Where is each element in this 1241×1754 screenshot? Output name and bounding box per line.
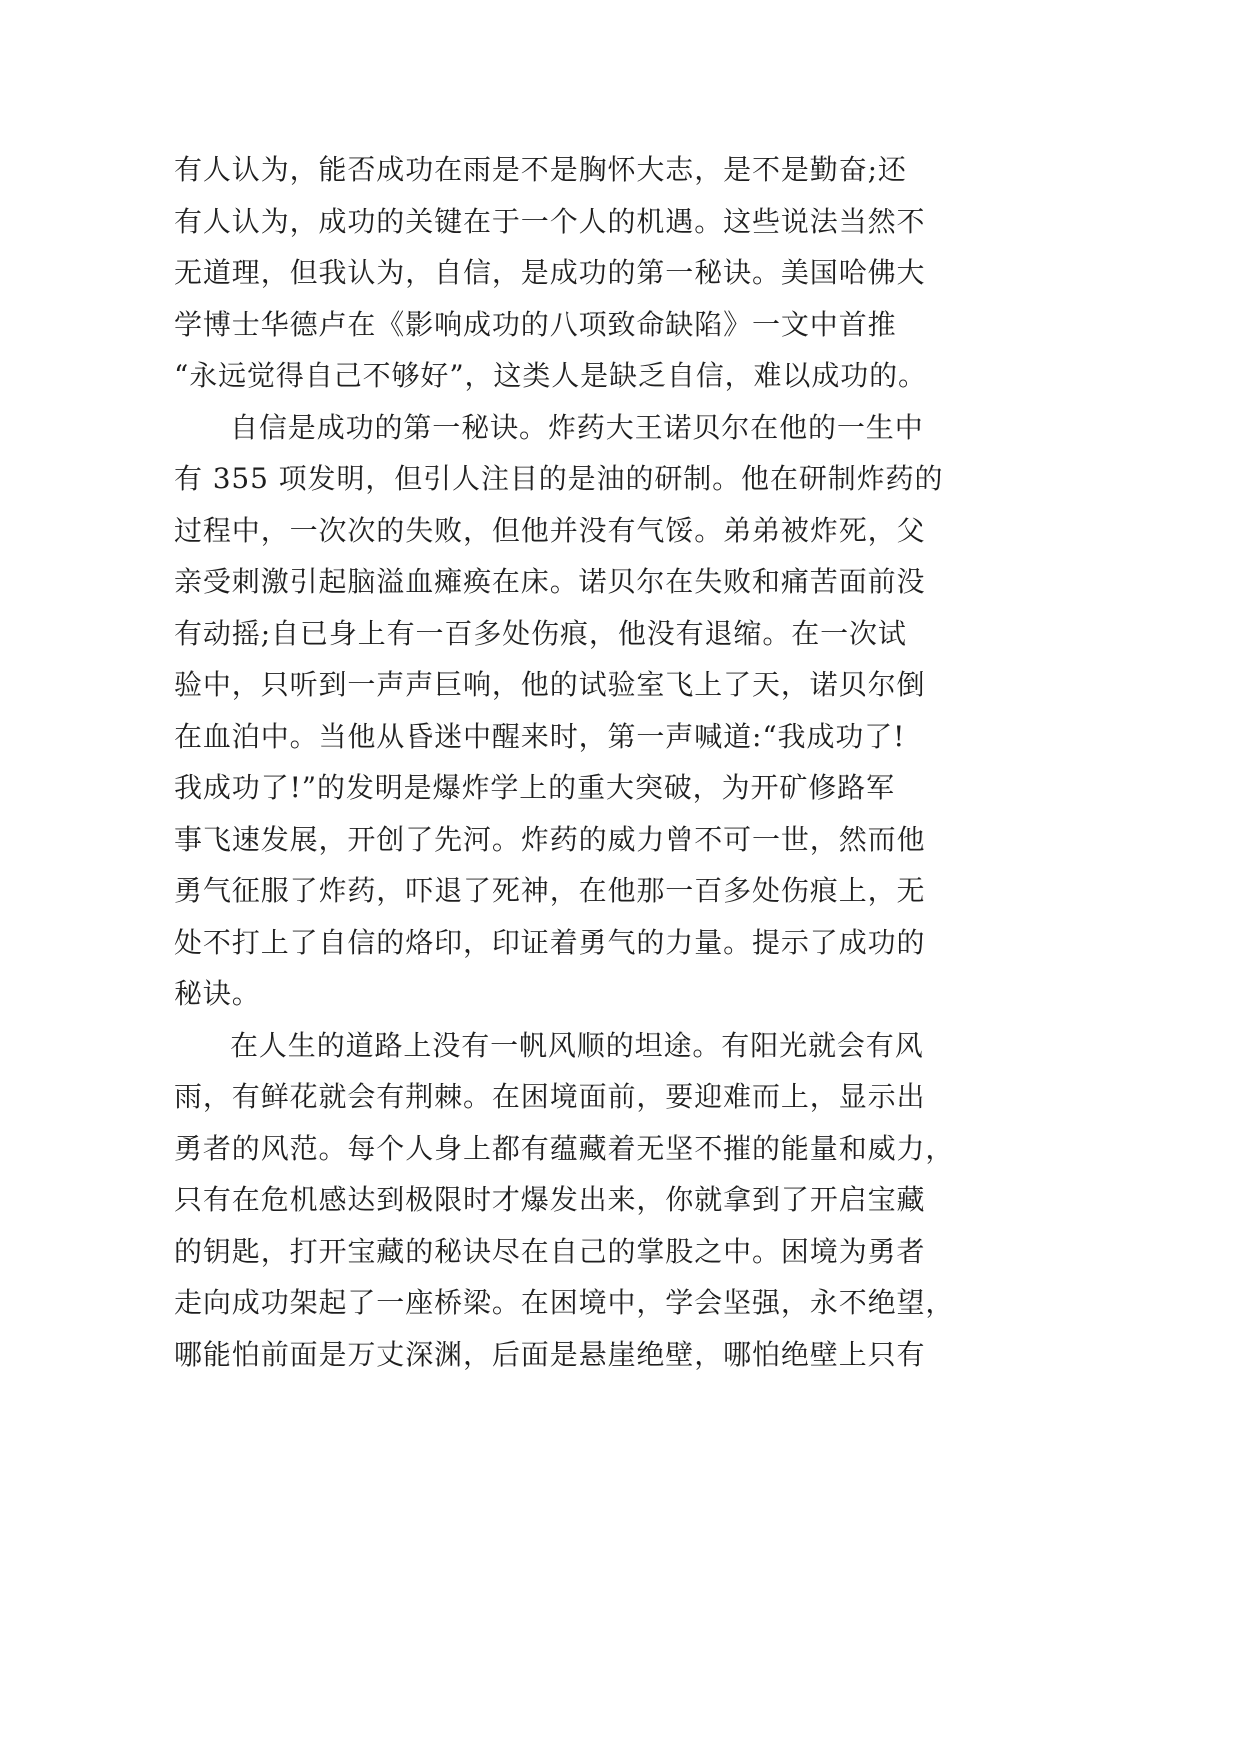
document-body — [174, 144, 955, 1380]
text-line: 有动摇;自已身上有一百多处伤痕，他没有退缩。在一次试 — [174, 616, 907, 650]
text-line: “永远觉得自己不够好”，这类人是缺乏自信，难以成功的。 — [174, 359, 927, 392]
text-line: 我成功了!”的发明是爆炸学上的重大突破，为开矿修路军 — [174, 771, 895, 804]
text-line: 验中，只听到一声声巨响，他的试验室飞上了天，诺贝尔倒 — [174, 668, 926, 701]
text-line: 无道理，但我认为，自信，是成功的第一秘诀。美国哈佛大 — [174, 256, 926, 289]
text-line: 在血泊中。当他从昏迷中醒来时，第一声喊道:“我成功了! — [174, 719, 906, 753]
text-line: 走向成功架起了一座桥梁。在困境中，学会坚强，永不绝望， — [174, 1286, 955, 1319]
text-line: 秘诀。 — [174, 977, 261, 1010]
text-line: 学博士华德卢在《影响成功的八项致命缺陷》一文中首推 — [174, 307, 897, 341]
text-line: 雨，有鲜花就会有荆棘。在困境面前，要迎难而上，显示出 — [174, 1080, 926, 1113]
text-line: 的钥匙，打开宝藏的秘诀尽在自己的掌股之中。困境为勇者 — [174, 1234, 926, 1268]
text-line: 有人认为，能否成功在雨是不是胸怀大志，是不是勤奋;还 — [174, 153, 907, 186]
text-line: 过程中，一次次的失败，但他并没有气馁。弟弟被炸死，父 — [174, 513, 926, 547]
text-line: 处不打上了自信的烙印，印证着勇气的力量。提示了成功的 — [174, 925, 926, 959]
text-line: 有 355 项发明，但引人注目的是油的研制。他在研制炸药的 — [174, 462, 944, 495]
text-line: 哪能怕前面是万丈深渊，后面是悬崖绝壁，哪怕绝壁上只有 — [174, 1337, 926, 1371]
text-line: 只有在危机感达到极限时才爆发出来，你就拿到了开启宝藏 — [174, 1183, 926, 1216]
text-line: 勇气征服了炸药，吓退了死神，在他那一百多处伤痕上，无 — [174, 874, 926, 907]
paragraph-first-line: 自信是成功的第一秘诀。炸药大王诺贝尔在他的一生中 — [230, 410, 924, 444]
paragraph-first-line: 在人生的道路上没有一帆风顺的坦途。有阳光就会有风 — [230, 1028, 924, 1062]
text-line: 有人认为，成功的关键在于一个人的机遇。这些说法当然不 — [174, 204, 926, 238]
text-line: 事飞速发展，开创了先河。炸药的威力曾不可一世，然而他 — [174, 822, 926, 856]
text-line: 勇者的风范。每个人身上都有蕴藏着无坚不摧的能量和威力， — [174, 1131, 955, 1165]
text-line: 亲受刺激引起脑溢血瘫痪在床。诺贝尔在失败和痛苦面前没 — [174, 565, 926, 598]
